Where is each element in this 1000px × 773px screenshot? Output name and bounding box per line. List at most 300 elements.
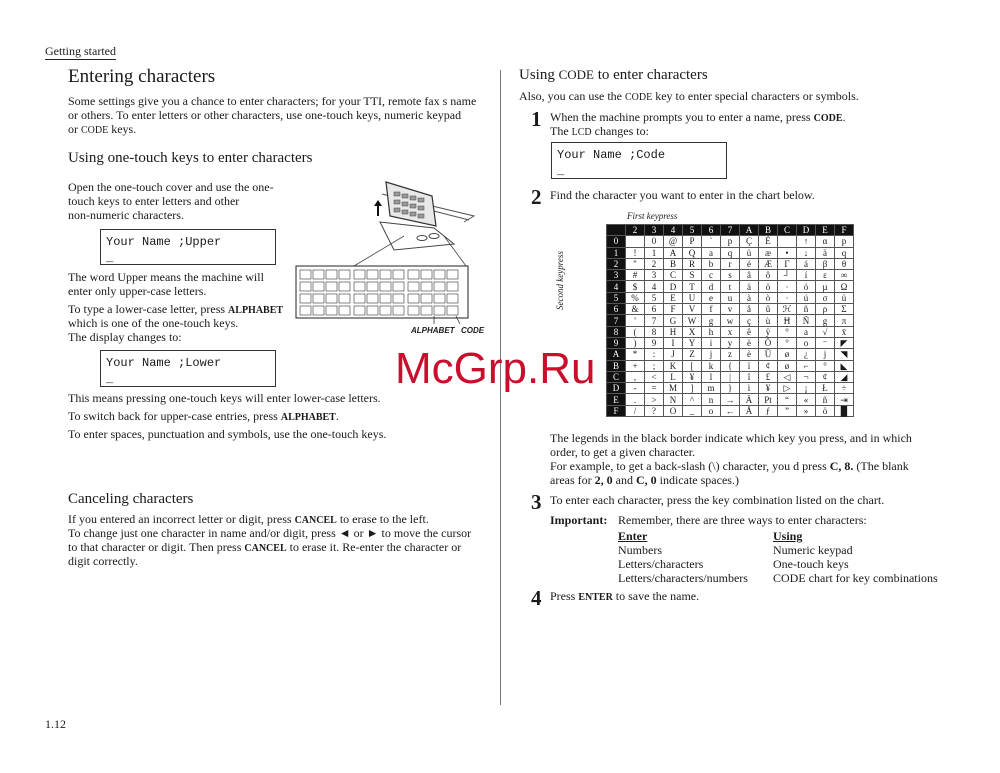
code-chart-cell: ← — [721, 405, 740, 416]
code-chart-cell: î — [740, 371, 759, 382]
code-chart-cell: ⁻ — [816, 337, 835, 348]
code-chart-row-key: C — [607, 371, 626, 382]
step-1-number: 1 — [531, 107, 542, 131]
code-chart-cell: ë — [740, 337, 759, 348]
enter-row-1: Numbers — [618, 543, 662, 557]
code-chart-cell: t — [721, 281, 740, 292]
code-chart-cell: A — [664, 247, 683, 258]
code-chart-row-key: F — [607, 405, 626, 416]
lcd-lower-cursor: _ — [106, 372, 114, 386]
step-1-line2: The LCD changes to: — [550, 124, 649, 138]
code-chart-col-key: D — [797, 225, 816, 236]
code-chart-cell: ◤ — [835, 337, 854, 348]
code-chart-cell: á — [797, 258, 816, 269]
code-chart-cell: • — [778, 247, 797, 258]
code-chart-cell: å — [740, 304, 759, 315]
lcd-upper-display — [100, 229, 276, 265]
watermark: McGrp.Ru — [395, 344, 596, 393]
code-chart-cell: | — [721, 371, 740, 382]
code-chart-cell: W — [683, 315, 702, 326]
code-chart-cell: [ — [683, 360, 702, 371]
code-chart-cell: N — [664, 394, 683, 405]
code-chart-cell: h — [702, 326, 721, 337]
code-chart-cell: ì — [740, 383, 759, 394]
code-chart-cell: æ — [759, 247, 778, 258]
code-chart-cell: ú — [797, 292, 816, 303]
code-chart-cell: í — [797, 270, 816, 281]
code-chart-col-key: A — [740, 225, 759, 236]
lcd-code-display — [551, 142, 727, 179]
code-chart-cell: o — [702, 405, 721, 416]
code-chart-cell: g — [816, 315, 835, 326]
code-chart-cell: ◢ — [835, 371, 854, 382]
code-chart-cell: Z — [683, 349, 702, 360]
code-chart-cell: « — [797, 394, 816, 405]
code-chart-cell: ¡ — [797, 383, 816, 394]
code-chart-cell: L — [664, 371, 683, 382]
enter-row-3: Letters/characters/numbers — [618, 571, 748, 585]
code-chart-cell: Å — [740, 405, 759, 416]
code-chart-row — [607, 270, 854, 281]
code-chart-cell: ø — [778, 349, 797, 360]
code-chart-cell — [778, 236, 797, 247]
code-chart-cell: è — [740, 349, 759, 360]
legend-line1: The legends in the black border indicate which key you press, and in which — [550, 431, 912, 445]
code-chart-cell: █ — [835, 405, 854, 416]
code-chart-cell: Ł — [816, 383, 835, 394]
enter-row-2: Letters/characters — [618, 557, 704, 571]
code-chart-cell: F — [664, 304, 683, 315]
code-chart-cell: ¬ — [797, 371, 816, 382]
code-chart-cell: ¢ — [759, 360, 778, 371]
code-chart-cell: ▷ — [778, 383, 797, 394]
intro-line-3: or CODE keys. — [68, 122, 137, 136]
onetouch-p1-l3: non-numeric characters. — [68, 208, 184, 222]
code-chart-cell: I — [664, 337, 683, 348]
code-chart-cell: ¥ — [683, 371, 702, 382]
code-chart-cell: 0 — [645, 236, 664, 247]
code-chart-cell: + — [626, 360, 645, 371]
cancel-l2: To change just one character in name and/or digit, press ◄ or ► to move the cursor — [68, 526, 472, 540]
code-chart-col-key: F — [835, 225, 854, 236]
code-chart-cell: m — [702, 383, 721, 394]
code-chart-cell: ` — [702, 236, 721, 247]
code-intro: Also, you can use the CODE key to enter special characters or symbols. — [519, 89, 859, 103]
code-chart-cell: ° — [778, 326, 797, 337]
code-chart-row — [607, 292, 854, 303]
code-chart-cell: “ — [778, 394, 797, 405]
code-chart-cell: G — [664, 315, 683, 326]
code-chart-cell: } — [721, 383, 740, 394]
code-chart-cell: . — [626, 394, 645, 405]
code-chart-cell: p — [721, 236, 740, 247]
code-chart-cell: µ — [816, 281, 835, 292]
code-chart-row-key: 5 — [607, 292, 626, 303]
code-chart-cell: Æ — [759, 258, 778, 269]
important-label: Important: — [550, 513, 608, 527]
code-chart-cell: r — [721, 258, 740, 269]
code-chart-cell: ↑ — [797, 236, 816, 247]
cancel-heading: Canceling characters — [68, 491, 194, 507]
code-chart-cell: â — [740, 270, 759, 281]
code-chart-row-key: 2 — [607, 258, 626, 269]
using-row-2: One-touch keys — [773, 557, 849, 571]
code-chart-cell: ƒ — [759, 405, 778, 416]
onetouch-p3-l2: which is one of the one-touch keys. — [68, 316, 239, 330]
col-enter-header: Enter — [618, 529, 648, 543]
onetouch-p2-l2: enter only upper-case letters. — [68, 284, 207, 298]
code-chart-cell: { — [721, 360, 740, 371]
code-chart-cell: ◥ — [835, 349, 854, 360]
lcd-lower-line1: Your Name ;Lower — [106, 356, 222, 370]
code-chart-cell: ñ — [797, 304, 816, 315]
step-4-number: 4 — [531, 586, 542, 610]
step-1-line1: When the machine prompts you to enter a name, press CODE. — [550, 110, 846, 124]
lcd-upper-cursor: _ — [106, 251, 114, 265]
chart-first-keypress-label: First keypress — [627, 211, 678, 221]
step-3-text: To enter each character, press the key combination listed on the chart. — [550, 493, 885, 507]
code-chart-cell: k — [702, 360, 721, 371]
code-chart-cell: 4 — [645, 281, 664, 292]
page-number: 1.12 — [45, 717, 66, 731]
code-chart-cell: 1 — [645, 247, 664, 258]
code-chart-cell: σ — [816, 292, 835, 303]
code-chart-cell: ◣ — [835, 360, 854, 371]
code-chart-cell: p — [835, 236, 854, 247]
lcd-code-line1: Your Name ;Code — [557, 148, 666, 162]
code-chart-cell: ö — [816, 405, 835, 416]
code-chart-cell: X — [683, 326, 702, 337]
code-chart-row-key: 7 — [607, 315, 626, 326]
onetouch-p5: To switch back for upper-case entries, press ALPHABET. — [68, 409, 339, 423]
code-chart-cell: Y — [683, 337, 702, 348]
important-text: Remember, there are three ways to enter characters: — [618, 513, 867, 527]
legend-line2: order, to get a given character. — [550, 445, 696, 459]
lcd-code-cursor: _ — [557, 164, 565, 178]
code-chart-cell: ∞ — [835, 270, 854, 281]
code-chart-cell: % — [626, 292, 645, 303]
code-chart-cell: B — [664, 258, 683, 269]
cancel-l3: to that character or digit. Then press CANCEL to erase it. Re-enter the character or — [68, 540, 462, 554]
code-chart-col-key: 5 — [683, 225, 702, 236]
code-chart-cell: ü — [835, 292, 854, 303]
code-chart-cell: ê — [740, 326, 759, 337]
code-chart-row-key: 9 — [607, 337, 626, 348]
intro-line-2: or others. To enter letters or other characters, use one-touch keys, numeric keypad — [68, 108, 462, 122]
code-chart-row — [607, 281, 854, 292]
code-chart-row — [607, 304, 854, 315]
step-4-text: Press ENTER to save the name. — [550, 589, 700, 603]
code-chart-cell: β — [816, 258, 835, 269]
code-chart-cell: ┘ — [778, 270, 797, 281]
code-chart-cell: → — [721, 394, 740, 405]
code-chart-cell: ÿ — [759, 326, 778, 337]
code-chart-cell: ï — [740, 360, 759, 371]
code-chart-cell: ° — [816, 360, 835, 371]
code-chart-cell: π — [835, 315, 854, 326]
code-chart-cell: α — [816, 236, 835, 247]
code-chart-cell: # — [626, 270, 645, 281]
code-chart-row — [607, 394, 854, 405]
code-chart-cell: q — [721, 247, 740, 258]
onetouch-heading: Using one-touch keys to enter characters — [68, 150, 313, 166]
code-chart-cell: / — [626, 405, 645, 416]
code-chart-cell: ñ — [816, 394, 835, 405]
code-chart-row — [607, 349, 854, 360]
code-chart-cell: E — [664, 292, 683, 303]
legend-line4: areas for 2, 0 and C, 0 indicate spaces.) — [550, 473, 739, 487]
code-chart-cell: ¿ — [797, 349, 816, 360]
code-chart-cell: U — [683, 292, 702, 303]
code-chart-cell: i — [702, 337, 721, 348]
code-chart-cell: É — [759, 236, 778, 247]
code-chart-cell: Q — [683, 247, 702, 258]
code-chart-row — [607, 360, 854, 371]
code-chart-cell: x̄ — [835, 326, 854, 337]
code-chart-cell: 7 — [645, 315, 664, 326]
code-chart-col-key: 2 — [626, 225, 645, 236]
code-chart-cell: ¥ — [759, 383, 778, 394]
code-chart-cell: w — [721, 315, 740, 326]
code-chart-cell: 9 — [645, 337, 664, 348]
step-2-text: Find the character you want to enter in the chart below. — [550, 188, 815, 202]
code-chart-cell: x — [721, 326, 740, 337]
code-chart-row-key: E — [607, 394, 626, 405]
code-chart-cell: P — [683, 236, 702, 247]
code-chart-cell: é — [740, 258, 759, 269]
code-chart-cell: _ — [683, 405, 702, 416]
cancel-l4: digit correctly. — [68, 554, 138, 568]
code-chart-cell: n — [702, 394, 721, 405]
code-chart-cell: J — [664, 349, 683, 360]
code-chart-row — [607, 383, 854, 394]
using-row-3: CODE chart for key combinations — [773, 571, 938, 585]
legend-line3: For example, to get a back-slash (\) character, you d press C, 8. (The blank — [550, 459, 909, 473]
code-chart-cell: c — [702, 270, 721, 281]
code-chart-cell: q — [835, 247, 854, 258]
code-chart — [606, 224, 854, 417]
code-chart-col-key: C — [778, 225, 797, 236]
code-chart-cell: θ — [835, 258, 854, 269]
chart-second-keypress-label: Second keypress — [555, 251, 565, 310]
code-chart-cell: ! — [626, 247, 645, 258]
code-chart-cell: Σ — [835, 304, 854, 315]
code-chart-cell: H — [664, 326, 683, 337]
cancel-l1: If you entered an incorrect letter or digit, press CANCEL to erase to the left. — [68, 512, 429, 526]
code-chart-row-key: 3 — [607, 270, 626, 281]
code-chart-cell: ò — [759, 292, 778, 303]
code-chart-cell: Ö — [759, 337, 778, 348]
code-chart-cell: Γ — [778, 258, 797, 269]
code-chart-cell: ⇥ — [835, 394, 854, 405]
code-chart-cell: M — [664, 383, 683, 394]
code-chart-cell: ä — [816, 247, 835, 258]
code-chart-col-key: 3 — [645, 225, 664, 236]
code-chart-cell: ä — [740, 281, 759, 292]
code-chart-cell: 8 — [645, 326, 664, 337]
code-chart-cell: à — [740, 292, 759, 303]
code-chart-cell: ⌐ — [797, 360, 816, 371]
code-chart-cell: Ħ — [778, 315, 797, 326]
code-chart-cell: ç — [740, 315, 759, 326]
code-chart-row — [607, 371, 854, 382]
code-chart-cell: £ — [759, 371, 778, 382]
code-chart-cell: V — [683, 304, 702, 315]
fig-label-alphabet: ALPHABET — [411, 326, 455, 335]
code-chart-cell: ε — [816, 270, 835, 281]
code-chart-row-key: A — [607, 349, 626, 360]
code-chart-cell: Ñ — [797, 315, 816, 326]
code-chart-cell: R — [683, 258, 702, 269]
code-chart-row-key: 8 — [607, 326, 626, 337]
code-chart-cell: : — [645, 349, 664, 360]
step-2-number: 2 — [531, 185, 542, 209]
code-chart-cell: b — [702, 258, 721, 269]
code-chart-row-key: B — [607, 360, 626, 371]
code-chart-cell: v — [721, 304, 740, 315]
code-chart-col-key: B — [759, 225, 778, 236]
code-chart-cell: ρ — [816, 304, 835, 315]
code-chart-cell: 2 — [645, 258, 664, 269]
onetouch-p2-l1: The word Upper means the machine will — [68, 270, 264, 284]
step-3-number: 3 — [531, 490, 542, 514]
code-chart-header-row — [607, 225, 854, 236]
code-chart-cell: ° — [778, 337, 797, 348]
code-chart-cell: 3 — [645, 270, 664, 281]
code-chart-row — [607, 247, 854, 258]
code-chart-row-key: 6 — [607, 304, 626, 315]
code-chart-col-key: 6 — [702, 225, 721, 236]
code-chart-cell: a — [797, 326, 816, 337]
code-chart-row — [607, 258, 854, 269]
code-chart-cell: · — [778, 292, 797, 303]
lcd-upper-line1: Your Name ;Upper — [106, 235, 222, 249]
code-chart-cell: Ü — [759, 349, 778, 360]
code-chart-cell: Ç — [740, 236, 759, 247]
code-chart-cell: ↓ — [797, 247, 816, 258]
code-chart-table — [606, 224, 854, 417]
code-chart-cell: ÷ — [835, 383, 854, 394]
code-chart-cell: √ — [816, 326, 835, 337]
code-chart-cell: j — [702, 349, 721, 360]
code-chart-cell: e — [702, 292, 721, 303]
code-chart-row-key: 4 — [607, 281, 626, 292]
code-chart-row — [607, 326, 854, 337]
code-chart-cell: y — [721, 337, 740, 348]
code-chart-cell: ö — [759, 281, 778, 292]
code-chart-cell: ” — [778, 405, 797, 416]
code-chart-cell: ^ — [683, 394, 702, 405]
code-chart-cell: ◁ — [778, 371, 797, 382]
code-chart-cell: ℋ — [778, 304, 797, 315]
code-chart-cell: d — [702, 281, 721, 292]
code-chart-row-key: 0 — [607, 236, 626, 247]
code-chart-cell: z — [721, 349, 740, 360]
onetouch-p4: This means pressing one-touch keys will enter lower-case letters. — [68, 391, 381, 405]
code-chart-cell: 5 — [645, 292, 664, 303]
code-chart-cell: ] — [683, 383, 702, 394]
code-chart-col-key: E — [816, 225, 835, 236]
code-chart-cell — [626, 236, 645, 247]
code-chart-cell: $ — [626, 281, 645, 292]
code-chart-cell: ô — [759, 270, 778, 281]
code-chart-col-key: 7 — [721, 225, 740, 236]
code-chart-cell: u — [721, 292, 740, 303]
fig-label-code: CODE — [461, 326, 485, 335]
code-chart-cell: ) — [626, 337, 645, 348]
using-row-1: Numeric keypad — [773, 543, 853, 557]
code-chart-cell: O — [664, 405, 683, 416]
page-title: Entering characters — [68, 66, 216, 87]
intro-line-1: Some settings give you a chance to enter characters; for your TTI, remote fax s name — [68, 94, 477, 108]
code-chart-cell: f — [702, 304, 721, 315]
code-chart-cell: , — [626, 371, 645, 382]
code-chart-cell: ø — [778, 360, 797, 371]
code-chart-cell: o — [797, 337, 816, 348]
code-chart-cell: ( — [626, 326, 645, 337]
code-chart-cell: @ — [664, 236, 683, 247]
onetouch-p3-l1: To type a lower-case letter, press ALPHABET — [68, 302, 284, 316]
code-chart-row — [607, 405, 854, 416]
code-section-title: Using CODE to enter characters — [519, 67, 708, 83]
code-chart-row-key: 1 — [607, 247, 626, 258]
code-chart-cell: = — [645, 383, 664, 394]
code-chart-row-key: D — [607, 383, 626, 394]
code-chart-cell: K — [664, 360, 683, 371]
code-chart-cell: C — [664, 270, 683, 281]
code-chart-col-key: 4 — [664, 225, 683, 236]
lcd-lower-display — [100, 350, 276, 387]
code-chart-cell: < — [645, 371, 664, 382]
code-chart-cell: l — [702, 371, 721, 382]
code-chart-row — [607, 315, 854, 326]
code-chart-cell: ó — [797, 281, 816, 292]
code-chart-cell: - — [626, 383, 645, 394]
code-chart-cell: T — [683, 281, 702, 292]
code-chart-cell: * — [626, 349, 645, 360]
onetouch-p3-l3: The display changes to: — [68, 330, 182, 344]
code-chart-cell: · — [778, 281, 797, 292]
code-chart-cell: ü — [740, 247, 759, 258]
code-chart-cell: a — [702, 247, 721, 258]
code-chart-cell: S — [683, 270, 702, 281]
code-chart-cell: ¢ — [816, 371, 835, 382]
code-chart-cell: g — [702, 315, 721, 326]
code-chart-cell: D — [664, 281, 683, 292]
code-chart-row — [607, 236, 854, 247]
code-chart-cell: » — [797, 405, 816, 416]
col-using-header: Using — [773, 529, 803, 543]
code-chart-cell: Ω — [835, 281, 854, 292]
onetouch-p6: To enter spaces, punctuation and symbols, use the one-touch keys. — [68, 427, 387, 441]
code-chart-row — [607, 337, 854, 348]
code-chart-cell: ' — [626, 315, 645, 326]
code-chart-cell: û — [759, 304, 778, 315]
code-chart-cell: > — [645, 394, 664, 405]
onetouch-p1-l1: Open the one-touch cover and use the one- — [68, 180, 274, 194]
code-chart-cell: ; — [645, 360, 664, 371]
code-chart-cell: ù — [759, 315, 778, 326]
code-chart-cell: " — [626, 258, 645, 269]
onetouch-p1-l2: touch keys to enter letters and other — [68, 194, 240, 208]
code-chart-cell: & — [626, 304, 645, 315]
fax-keypad-illustration — [294, 176, 486, 328]
code-chart-corner — [607, 225, 626, 236]
code-chart-cell: j — [816, 349, 835, 360]
code-chart-cell: s — [721, 270, 740, 281]
code-chart-cell: ? — [645, 405, 664, 416]
code-chart-cell: 6 — [645, 304, 664, 315]
